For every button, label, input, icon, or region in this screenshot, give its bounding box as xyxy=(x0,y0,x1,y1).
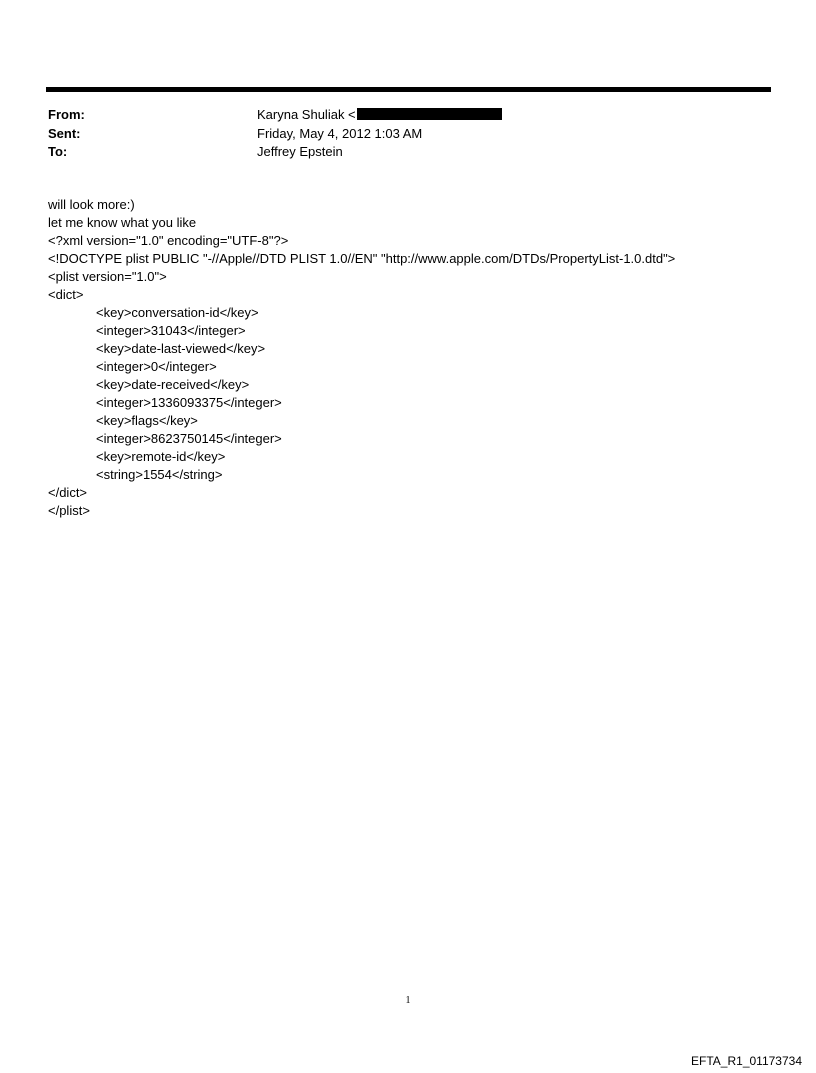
body-line: <key>conversation-id</key> xyxy=(96,305,259,320)
body-line: <integer>8623750145</integer> xyxy=(96,431,282,446)
header-divider xyxy=(46,87,771,92)
body-line: <dict> xyxy=(48,287,84,302)
body-line: <?xml version="1.0" encoding="UTF-8"?> xyxy=(48,233,289,248)
body-line: </plist> xyxy=(48,503,90,518)
body-line: <key>flags</key> xyxy=(96,413,198,428)
to-label: To: xyxy=(48,144,68,159)
body-line: <string>1554</string> xyxy=(96,467,223,482)
body-line: <integer>1336093375</integer> xyxy=(96,395,282,410)
body-line: </dict> xyxy=(48,485,88,500)
from-row xyxy=(48,106,748,125)
body-line: <plist version="1.0"> xyxy=(48,269,167,284)
from-label: From: xyxy=(48,107,85,122)
sent-label: Sent: xyxy=(48,125,81,141)
to-value: Jeffrey Epstein xyxy=(257,144,343,159)
email-header xyxy=(48,106,748,162)
body-line: <!DOCTYPE plist PUBLIC "-//Apple//DTD PLIST 1.0//EN" "http://www.apple.com/DTDs/PropertyList-1.0.dtd"> xyxy=(48,251,676,266)
page-number: 1 xyxy=(405,995,411,1006)
redaction-box xyxy=(357,108,502,120)
body-line: will look more:) xyxy=(48,197,135,212)
body-line: let me know what you like xyxy=(48,215,197,230)
sender-name: Karyna Shuliak < xyxy=(257,107,356,122)
body-line: <key>date-last-viewed</key> xyxy=(96,341,266,356)
body-line: <key>date-received</key> xyxy=(96,377,250,392)
email-body xyxy=(48,196,788,520)
sent-row xyxy=(48,125,748,144)
sent-value: Friday, May 4, 2012 1:03 AM xyxy=(257,125,423,141)
to-row xyxy=(48,143,748,162)
body-line: <integer>31043</integer> xyxy=(96,323,246,338)
document-id: EFTA_R1_01173734 xyxy=(691,1054,802,1068)
body-line: <key>remote-id</key> xyxy=(96,449,226,464)
body-line: <integer>0</integer> xyxy=(96,359,217,374)
from-value xyxy=(257,106,502,125)
